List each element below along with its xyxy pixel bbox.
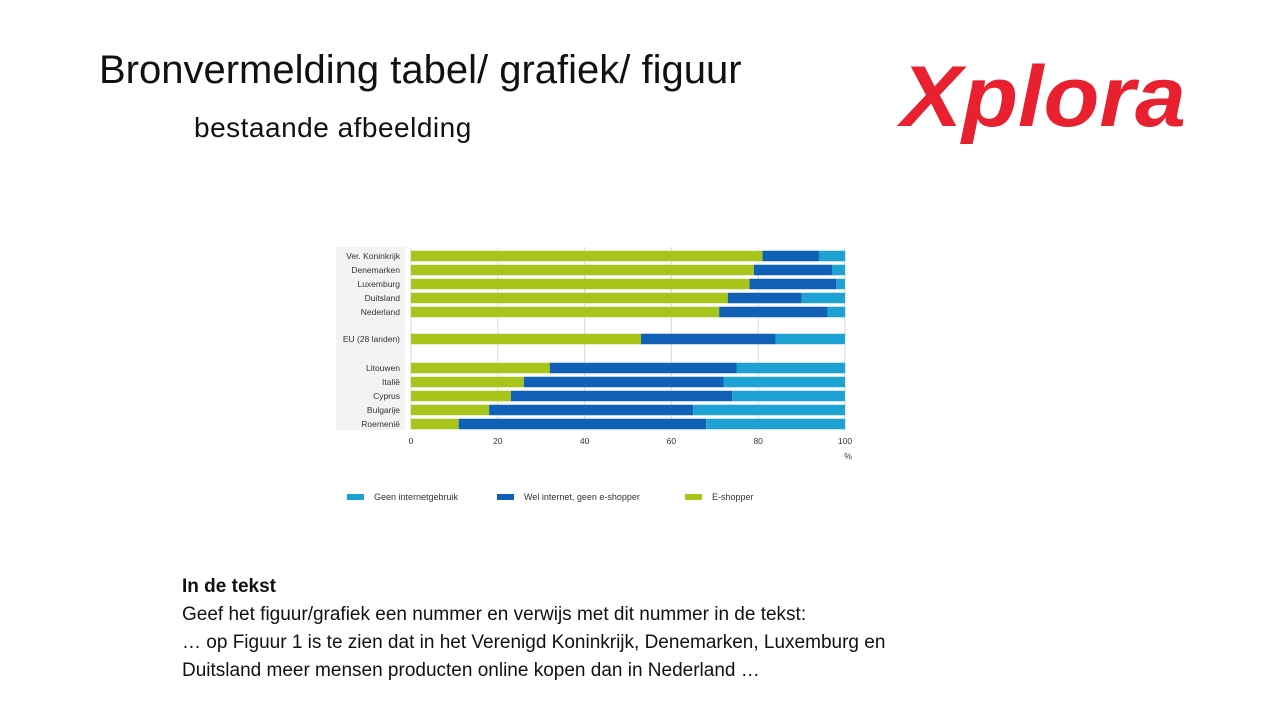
legend-swatch [497,494,514,500]
bar-segment [511,391,732,402]
x-tick-label: 100 [837,436,853,446]
bar-segment [550,363,737,374]
bar-segment [411,419,459,430]
bar-segment [641,334,776,345]
bar-segment [411,279,750,290]
bar-segment [411,334,641,345]
xplora-logo-image [895,30,1195,165]
bar-segment [728,293,802,304]
category-label: Roemenië [361,419,400,429]
body-line-2: … op Figuur 1 is te zien dat in het Verenigd Koninkrijk, Denemarken, Luxemburg en [182,632,886,653]
legend-label: Wel internet, geen e-shopper [524,492,640,502]
category-label: Duitsland [364,293,400,303]
category-label: Luxemburg [357,279,400,289]
legend-swatch [685,494,702,500]
body-heading: In de tekst [182,576,276,597]
bar-segment [719,307,828,318]
bar-segment [802,293,845,304]
bar-segment [754,265,832,276]
slide-subtitle: bestaande afbeelding [194,112,472,143]
xplora-logo-wordmark: Xplora [896,49,1186,145]
bar-segment [411,377,524,388]
bar-segment [732,391,845,402]
bar-segment [459,419,706,430]
bar-segment [489,405,693,416]
category-label: Denemarken [351,265,400,275]
body-line-3: Duitsland meer mensen producten online kopen dan in Nederland … [182,660,760,681]
stacked-bar-chart [330,238,870,510]
x-tick-label: 40 [579,436,590,446]
legend-swatch [347,494,364,500]
x-tick-label: 60 [666,436,677,446]
body-text [182,573,1082,685]
bar-segment [836,279,845,290]
category-label: Litouwen [365,363,400,373]
bar-segment [706,419,845,430]
xplora-logo [895,30,1195,170]
slide-title: Bronvermelding tabel/ grafiek/ figuur [99,48,742,92]
bar-segment [763,251,819,262]
bar-segment [411,391,511,402]
bar-segment [828,307,845,318]
category-label: Italië [382,377,400,387]
bar-segment [411,251,763,262]
category-label: EU (28 landen) [342,334,400,344]
category-label: Bulgarije [366,405,400,415]
bar-segment [750,279,837,290]
bar-segment [411,405,489,416]
category-label: Nederland [360,307,400,317]
legend-label: E-shopper [712,492,754,502]
bar-segment [832,265,845,276]
bar-segment [411,265,754,276]
bar-segment [693,405,845,416]
bar-segment [411,307,719,318]
bar-segment [776,334,845,345]
bar-segment [737,363,846,374]
bar-segment [524,377,724,388]
category-label: Cyprus [373,391,400,401]
chart-svg [330,238,870,510]
bar-segment [819,251,845,262]
body-line-1: Geef het figuur/grafiek een nummer en verwijs met dit nummer in de tekst: [182,604,807,625]
bar-segment [723,377,845,388]
x-tick-label: 0 [408,436,414,446]
category-label: Ver. Koninkrijk [346,251,400,261]
x-tick-label: 80 [753,436,763,446]
x-tick-label: 20 [493,436,503,446]
bar-segment [411,293,728,304]
x-unit-label: % [844,451,852,461]
bar-segment [411,363,550,374]
legend-label: Geen internetgebruik [374,492,459,502]
